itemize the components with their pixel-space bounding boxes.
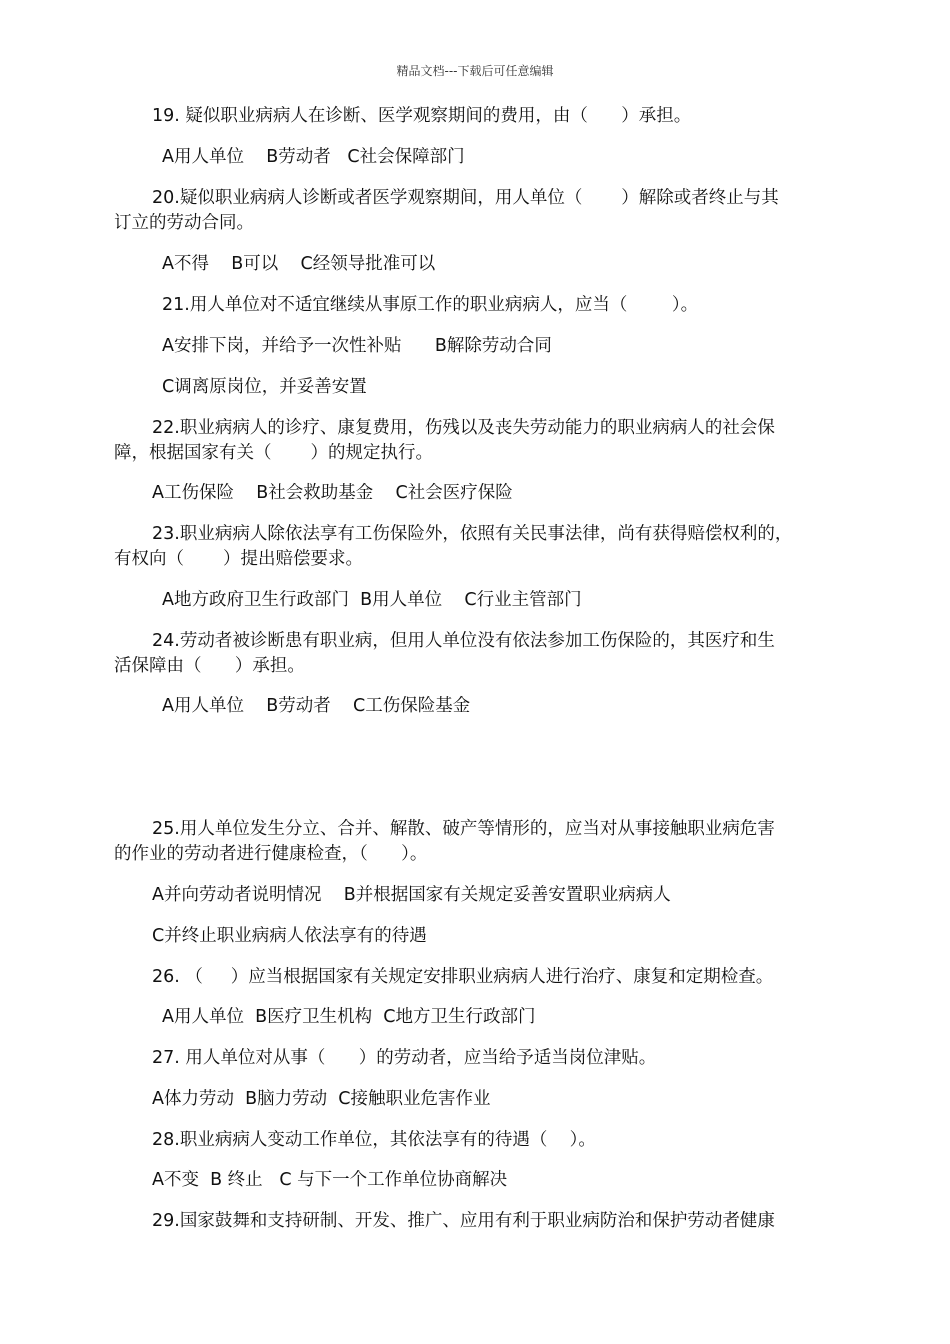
q26-text: 26. （ ）应当根据国家有关规定安排职业病病人进行治疗、康复和定期检查。 — [152, 967, 774, 987]
q23-text-cont: 有权向（ ）提出赔偿要求。 — [114, 549, 363, 569]
q27-options: A体力劳动 B脑力劳动 C接触职业危害作业 — [152, 1089, 491, 1109]
q24-text-cont: 活保障由（ ）承担。 — [114, 656, 305, 676]
q24-text: 24.劳动者被诊断患有职业病，但用人单位没有依法参加工伤保险的，其医疗和生 — [152, 631, 775, 651]
q19-text: 19. 疑似职业病病人在诊断、医学观察期间的费用，由（ ）承担。 — [152, 106, 692, 126]
q25-text: 25.用人单位发生分立、合并、解散、破产等情形的，应当对从事接触职业病危害 — [152, 819, 775, 839]
page-header: 精品文档---下载后可任意编辑 — [396, 64, 554, 78]
q25-option-c: C并终止职业病病人依法享有的待遇 — [152, 926, 427, 946]
q21-text: 21.用人单位对不适宜继续从事原工作的职业病病人，应当（ ）。 — [162, 295, 699, 315]
q27-text: 27. 用人单位对从事（ ）的劳动者，应当给予适当岗位津贴。 — [152, 1048, 657, 1068]
q22-text-cont: 障，根据国家有关（ ）的规定执行。 — [114, 443, 433, 463]
q20-options: A不得 B可以 C经领导批准可以 — [162, 254, 436, 274]
q28-options: A不变 B 终止 C 与下一个工作单位协商解决 — [152, 1170, 508, 1190]
q26-options: A用人单位 B医疗卫生机构 C地方卫生行政部门 — [162, 1007, 536, 1027]
q23-options: A地方政府卫生行政部门 B用人单位 C行业主管部门 — [162, 590, 582, 610]
q28-text: 28.职业病病人变动工作单位，其依法享有的待遇（ ）。 — [152, 1130, 596, 1150]
q21-options-ab: A安排下岗，并给予一次性补贴 B解除劳动合同 — [162, 336, 552, 356]
q22-options: A工伤保险 B社会救助基金 C社会医疗保险 — [152, 483, 513, 503]
q20-text: 20.疑似职业病病人诊断或者医学观察期间，用人单位（ ）解除或者终止与其 — [152, 188, 779, 208]
q21-option-c: C调离原岗位，并妥善安置 — [162, 377, 367, 397]
q20-text-cont: 订立的劳动合同。 — [114, 213, 254, 233]
q23-text: 23.职业病病人除依法享有工伤保险外，依照有关民事法律，尚有获得赔偿权利的， — [152, 524, 793, 544]
q22-text: 22.职业病病人的诊疗、康复费用，伤残以及丧失劳动能力的职业病病人的社会保 — [152, 418, 775, 438]
q25-text-cont: 的作业的劳动者进行健康检查，（ ）。 — [114, 844, 428, 864]
q25-options-ab: A并向劳动者说明情况 B并根据国家有关规定妥善安置职业病病人 — [152, 885, 671, 905]
q29-text: 29.国家鼓舞和支持研制、开发、推广、应用有利于职业病防治和保护劳动者健康 — [152, 1211, 775, 1231]
q19-options: A用人单位 B劳动者 C社会保障部门 — [162, 147, 465, 167]
q24-options: A用人单位 B劳动者 C工伤保险基金 — [162, 696, 471, 716]
